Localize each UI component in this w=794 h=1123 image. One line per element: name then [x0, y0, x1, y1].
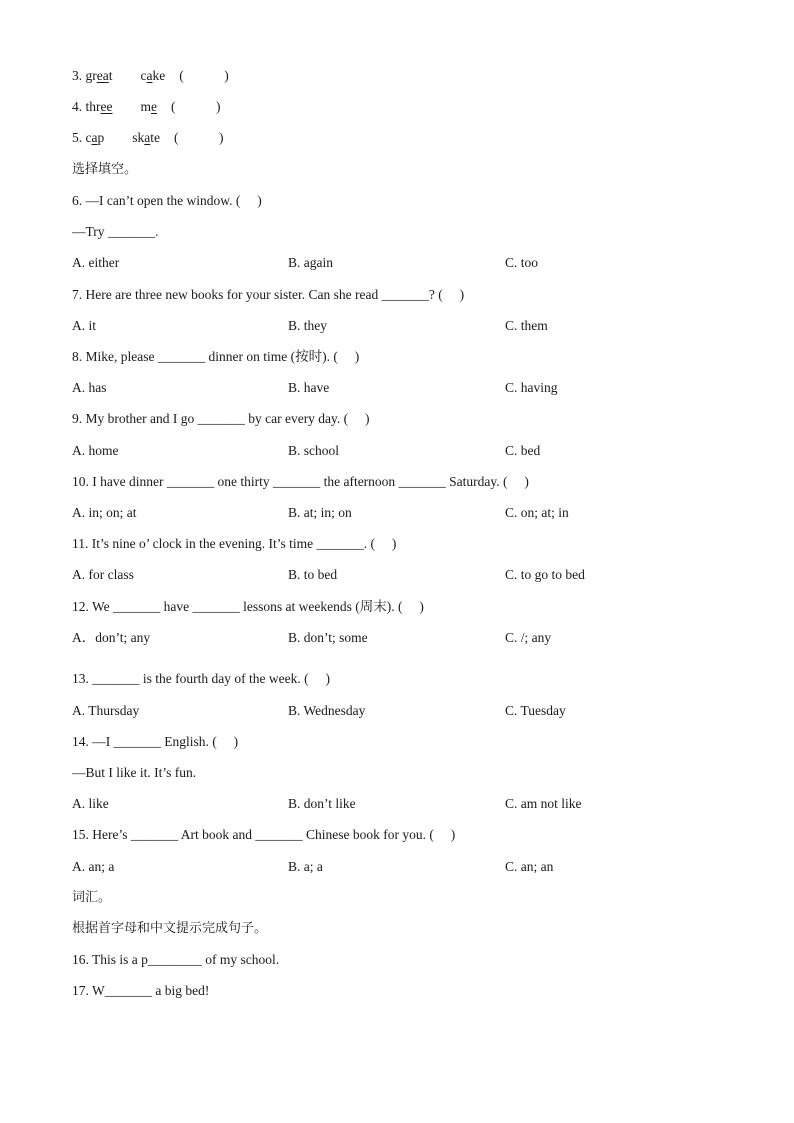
option-a[interactable]: A. home [72, 443, 119, 458]
option-c[interactable]: C. to go to bed [505, 567, 585, 582]
option-b[interactable]: B. Wednesday [288, 703, 366, 718]
option-a[interactable]: A. it [72, 318, 97, 333]
option-a[interactable]: A. in; on; at [72, 505, 137, 520]
question-12: 12. We _______ have _______ lessons at weekends (周末). ( ) [72, 599, 424, 614]
phonics-word-2: cake [140, 68, 166, 83]
option-c[interactable]: C. bed [505, 443, 541, 458]
phonics-word-1: three [85, 99, 113, 114]
question-11: 11. It’s nine o’ clock in the evening. It’s time _______. ( ) [72, 536, 397, 551]
option-a[interactable]: A. like [72, 796, 109, 811]
question-7: 7. Here are three new books for your sister. Can she read _______? ( ) [72, 287, 465, 302]
option-c[interactable]: C. them [505, 318, 548, 333]
option-b[interactable]: B. again [288, 255, 333, 270]
option-a[interactable]: A．don’t; any [72, 630, 151, 645]
section-heading-vocab: 词汇。 [72, 890, 112, 905]
question-15: 15. Here’s _______ Art book and _______ Chinese book for you. ( ) [72, 827, 456, 842]
phonics-item-4: 4. three me ( ) [72, 99, 221, 114]
option-c[interactable]: C. having [505, 380, 558, 395]
question-9: 9. My brother and I go _______ by car every day. ( ) [72, 411, 370, 426]
option-b[interactable]: B. don’t; some [288, 630, 368, 645]
answer-paren[interactable]: ( ) [174, 130, 224, 145]
option-c[interactable]: C. am not like [505, 796, 582, 811]
option-b[interactable]: B. don’t like [288, 796, 356, 811]
option-b[interactable]: B. they [288, 318, 327, 333]
option-b[interactable]: B. school [288, 443, 340, 458]
option-b[interactable]: B. have [288, 380, 330, 395]
option-b[interactable]: B. a; a [288, 859, 323, 874]
option-a[interactable]: A. an; a [72, 859, 115, 874]
phonics-word-1: cap [85, 130, 105, 145]
question-16: 16. This is a p________ of my school. [72, 952, 280, 967]
option-a[interactable]: A. has [72, 380, 107, 395]
option-c[interactable]: C. an; an [505, 859, 554, 874]
question-13: 13. _______ is the fourth day of the week. ( ) [72, 671, 330, 686]
question-8: 8. Mike, please _______ dinner on time (按时). ( ) [72, 349, 360, 364]
option-c[interactable]: C. too [505, 255, 539, 270]
answer-paren[interactable]: ( ) [179, 68, 229, 83]
question-14-reply: —But I like it. It’s fun. [72, 765, 197, 780]
phonics-item-3: 3. great cake ( ) [72, 68, 229, 83]
question-14: 14. —I _______ English. ( ) [72, 734, 239, 749]
section-vocab-instruction: 根据首字母和中文提示完成句子。 [72, 921, 268, 936]
option-b[interactable]: B. at; in; on [288, 505, 352, 520]
phonics-item-5: 5. cap skate ( ) [72, 130, 224, 145]
question-6: 6. —I can’t open the window. ( ) [72, 193, 262, 208]
option-a[interactable]: A. for class [72, 567, 134, 582]
phonics-word-1: great [85, 68, 113, 83]
question-17: 17. W_______ a big bed! [72, 983, 210, 998]
option-c[interactable]: C. /; any [505, 630, 552, 645]
phonics-word-2: me [140, 99, 157, 114]
section-heading-choose: 选择填空。 [72, 162, 138, 177]
question-10: 10. I have dinner _______ one thirty _______ the afternoon _______ Saturday. ( ) [72, 474, 529, 489]
phonics-word-2: skate [132, 130, 161, 145]
answer-paren[interactable]: ( ) [171, 99, 221, 114]
option-a[interactable]: A. either [72, 255, 120, 270]
question-6-reply: —Try _______. [72, 224, 159, 239]
option-b[interactable]: B. to bed [288, 567, 338, 582]
option-c[interactable]: C. Tuesday [505, 703, 566, 718]
option-c[interactable]: C. on; at; in [505, 505, 569, 520]
option-a[interactable]: A. Thursday [72, 703, 140, 718]
